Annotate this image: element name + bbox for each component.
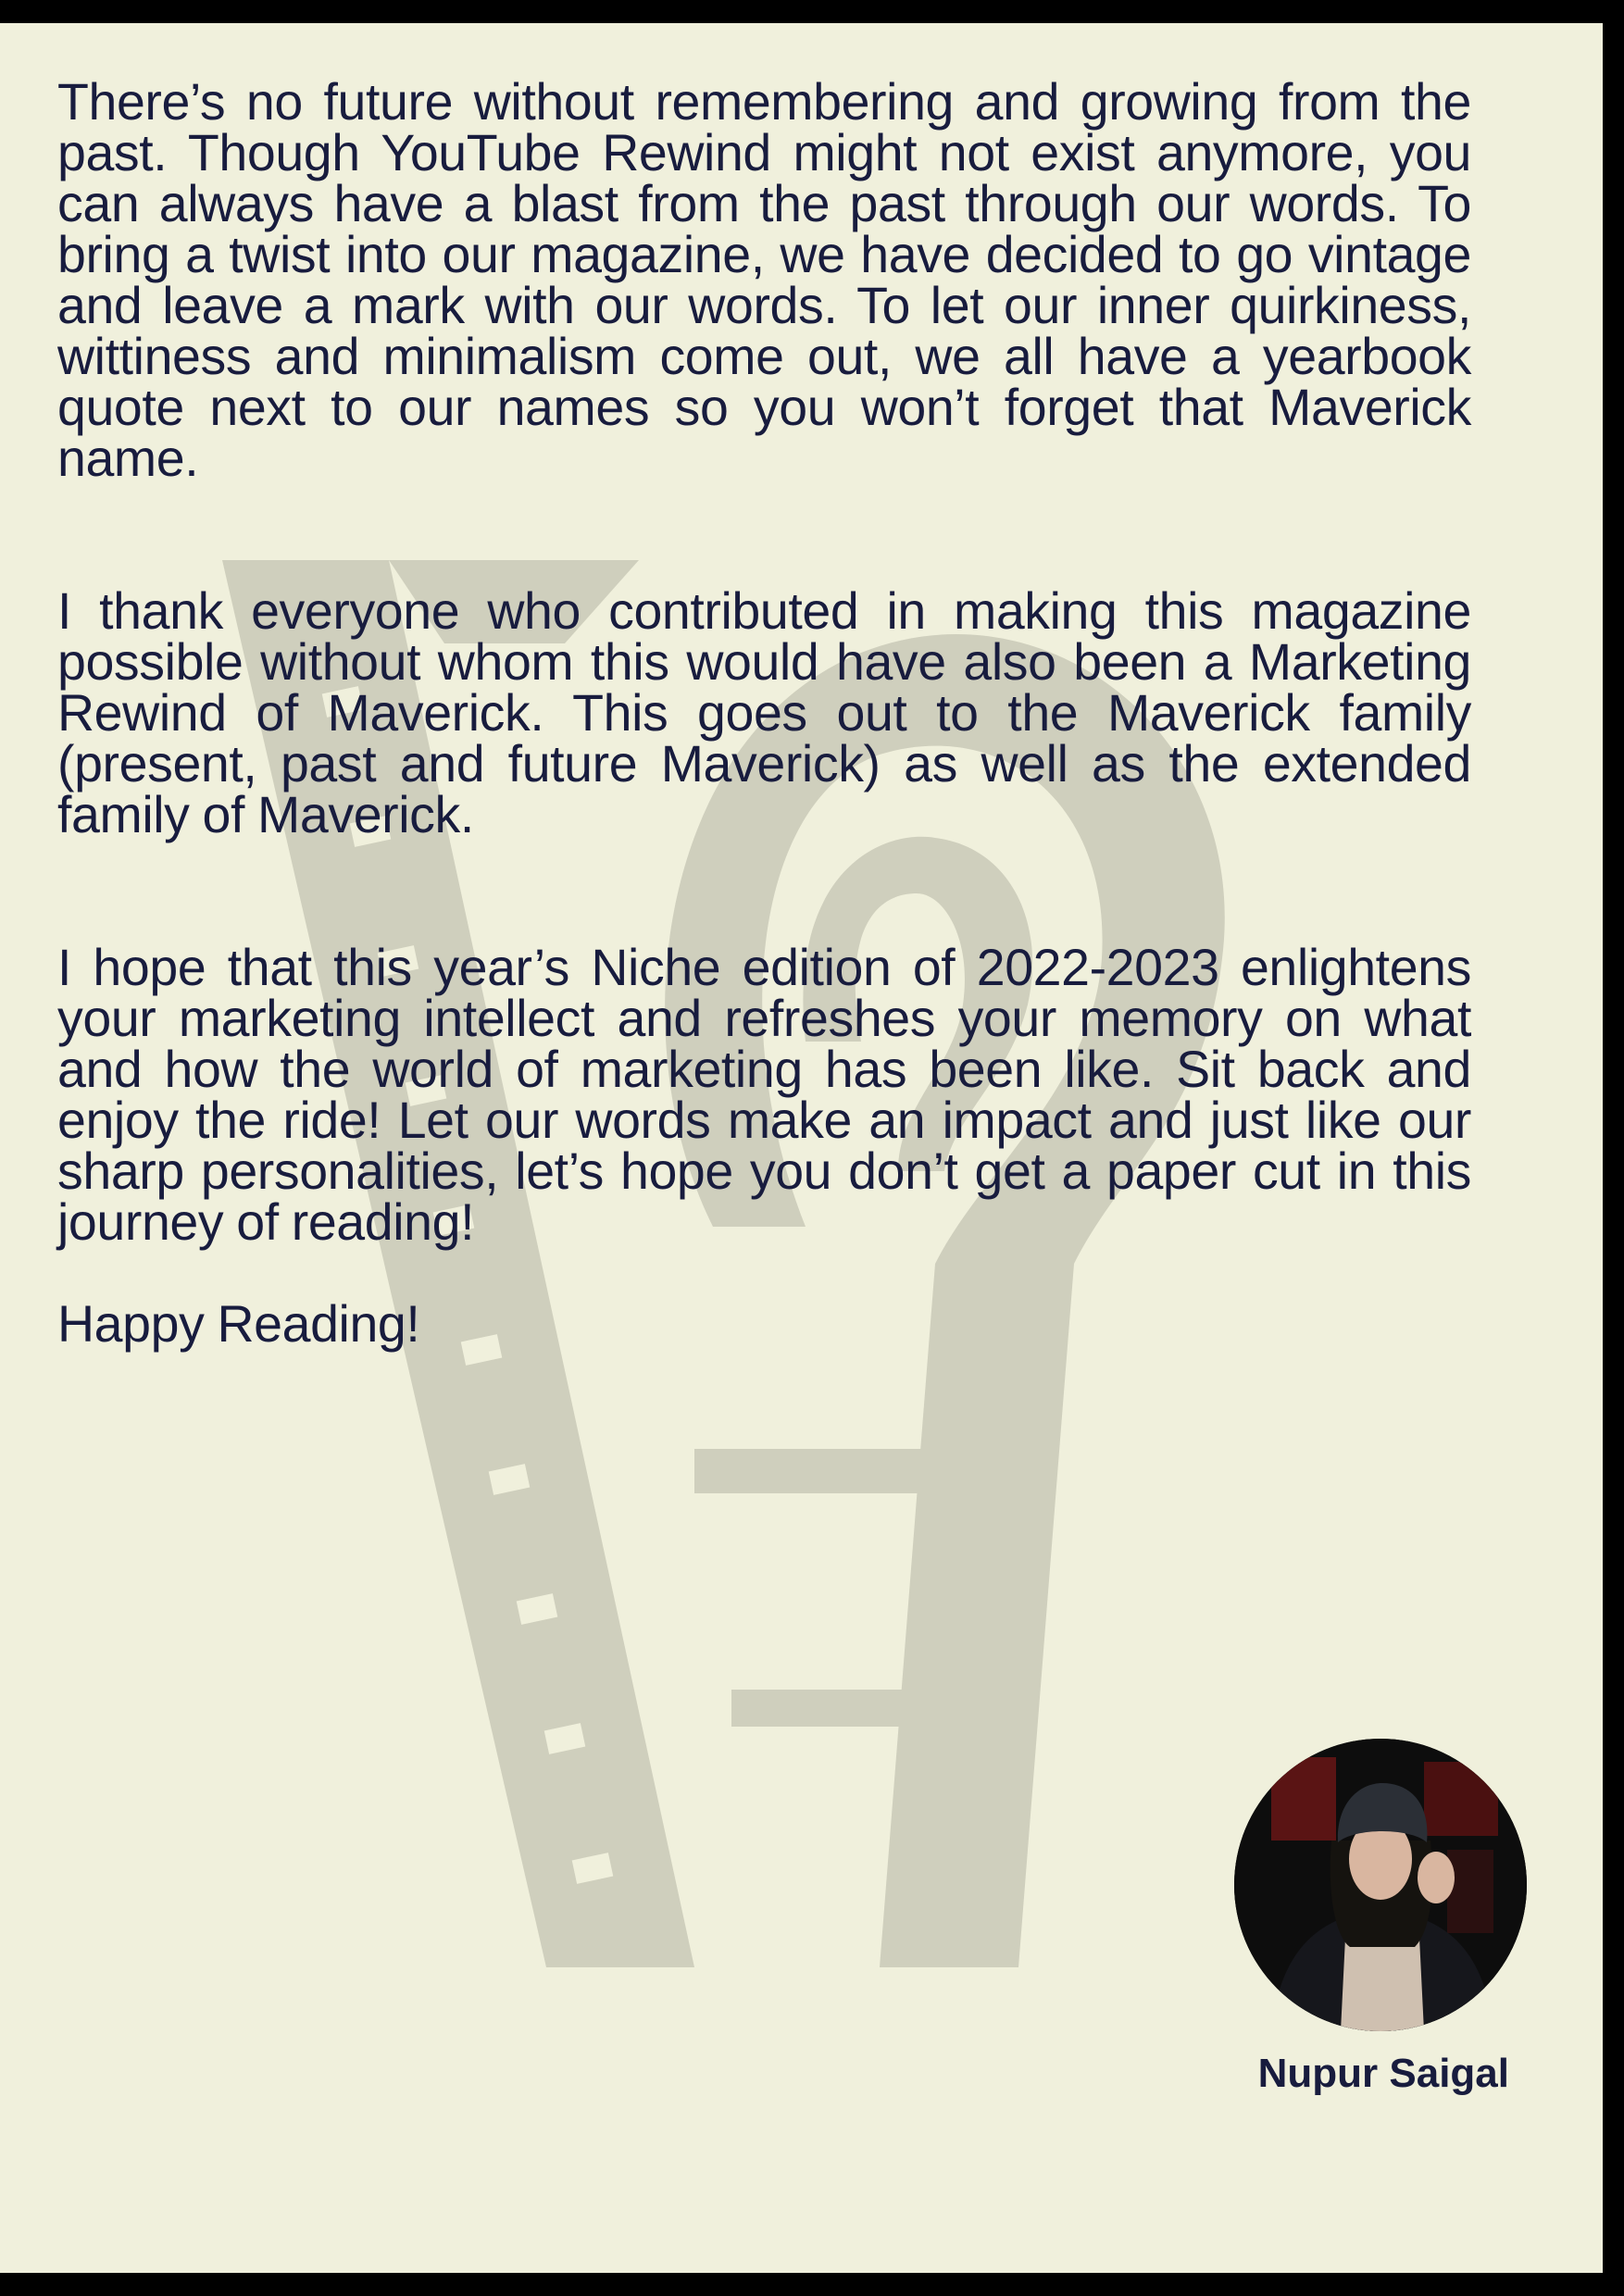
author-avatar — [1234, 1739, 1527, 2031]
letter-closing: Happy Reading! — [57, 1295, 420, 1353]
editorial-letter — [57, 73, 1471, 1353]
author-portrait-photo — [1234, 1739, 1527, 2031]
magazine-page — [0, 23, 1603, 2273]
letter-paragraph-2: I thank everyone who contributed in making this magazine possible without whom this would have also been a Marketing Rewind of Maverick. This goes out to the Maverick family (present, past and future Maverick) as well as the extended family of Maverick. — [57, 582, 1471, 843]
author-name: Nupur Saigal — [1257, 2051, 1509, 2096]
letter-paragraph-1: There’s no future without remembering and growing from the past. Though YouTube Rewind might not exist anymore, you can always have a blast from the past through our words. To bring a twist into our magazine, we have decided to go vintage and leave a mark with our words. To let our inner quirkiness, wittiness and minimalism come out, we all have a yearbook quote next to our names so you won’t forget that Maverick name. — [57, 73, 1471, 487]
letter-paragraph-3: I hope that this year’s Niche edition of 2022-2023 enlightens your marketing intellect and refreshes your memory on what and how the world of marketing has been like. Sit back and enjoy the ride! Let our words make an impact and just like our sharp personalities, let’s hope you don’t get a paper cut in this journey of reading! — [57, 939, 1471, 1251]
